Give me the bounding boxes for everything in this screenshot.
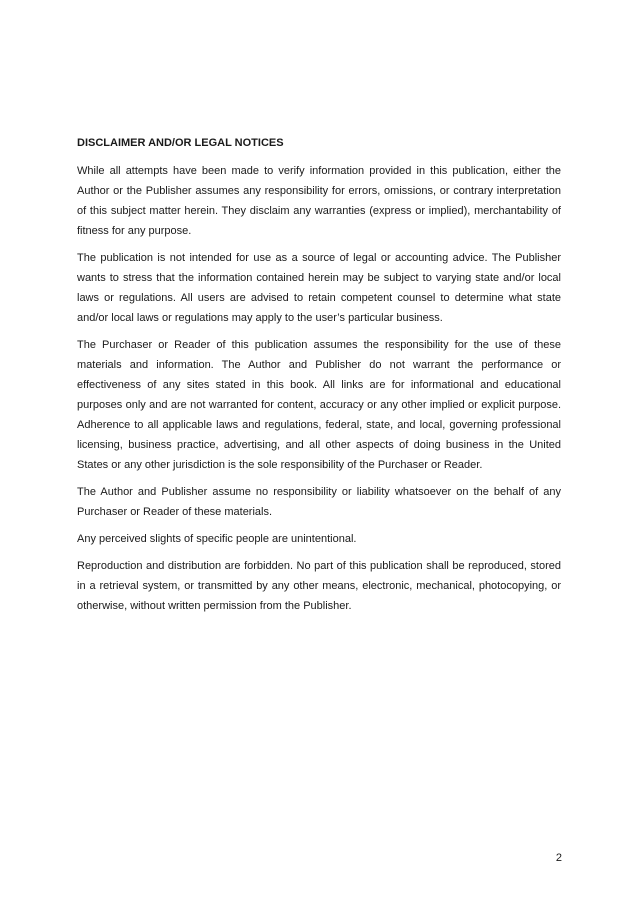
page-number: 2 <box>555 852 562 864</box>
paragraph-responsibility: The Purchaser or Reader of this publication assumes the responsibility for the use of these materials and information. The Author and Publisher do not warrant the performance or effectiveness of any sites stated in this book. All links are for informational and educational purposes only and are not warranted for content, accuracy or any other implied or explicit purpose. Adherence to all applicable laws and regulations, federal, state, and local, governing professional licensing, business practice, advertising, and all other aspects of doing business in the United States or any other jurisdiction is the sole responsibility of the Purchaser or Reader. <box>77 339 561 471</box>
page-title: DISCLAIMER AND/OR LEGAL NOTICES <box>77 137 284 149</box>
paragraph-legal-advice: The publication is not intended for use as a source of legal or accounting advice. The Publisher wants to stress that the information contained herein may be subject to varying state and/or local laws or regulations. All users are advised to retain competent counsel to determine what state and/or local laws or regulations may apply to the user’s particular business. <box>77 252 561 324</box>
paragraph-verification: While all attempts have been made to verify information provided in this publication, either the Author or the Publisher assumes any responsibility for errors, omissions, or contrary interpretation of this subject matter herein. They disclaim any warranties (express or implied), merchantability of fitness for any purpose. <box>77 165 561 237</box>
paragraph-liability: The Author and Publisher assume no responsibility or liability whatsoever on the behalf of any Purchaser or Reader of these materials. <box>77 486 561 518</box>
paragraph-reproduction: Reproduction and distribution are forbidden. No part of this publication shall be reproduced, stored in a retrieval system, or transmitted by any other means, electronic, mechanical, photocopying, or otherwise, without written permission from the Publisher. <box>77 560 561 612</box>
paragraph-slights: Any perceived slights of specific people are unintentional. <box>77 533 357 545</box>
disclaimer-content <box>77 133 561 623</box>
